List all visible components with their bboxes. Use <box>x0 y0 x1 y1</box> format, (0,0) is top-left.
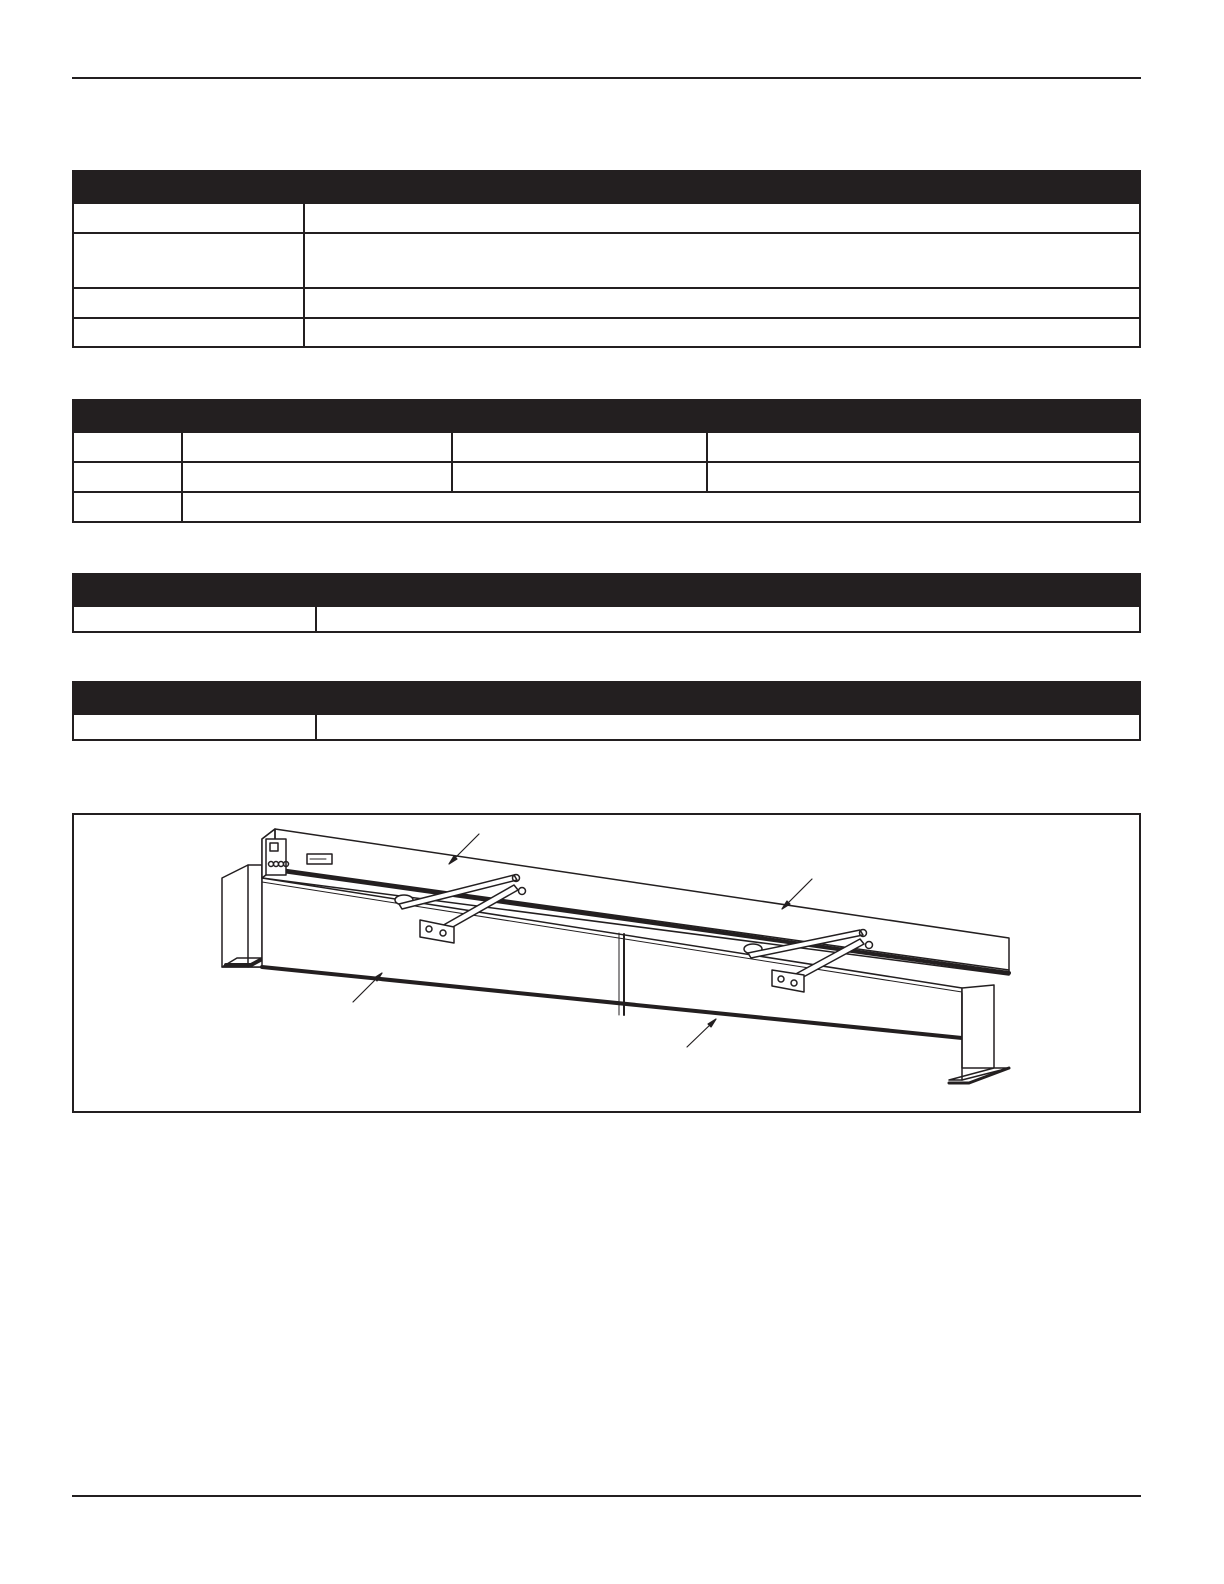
table-label-cell <box>73 492 182 522</box>
table-label-cell <box>73 462 182 492</box>
table-value-cell <box>316 606 1140 632</box>
footer-rule <box>72 1495 1141 1497</box>
table-row <box>73 492 1140 522</box>
table-header-cell <box>73 400 182 432</box>
table-row <box>73 203 1140 233</box>
table-value-cell <box>452 432 707 462</box>
table-header-row <box>73 574 1140 606</box>
table-row <box>73 233 1140 288</box>
table-label-cell <box>73 203 304 233</box>
table-header-row <box>73 682 1140 714</box>
brand-logo-badge-icon <box>307 854 332 864</box>
spec-table-1 <box>72 170 1141 348</box>
table-label-cell <box>73 606 316 632</box>
table-label-cell <box>73 714 316 740</box>
table-value-cell <box>182 432 452 462</box>
table-value-cell <box>452 462 707 492</box>
table-header-cell <box>73 682 316 714</box>
table-header-cell <box>304 171 1140 203</box>
table-label-cell <box>73 432 182 462</box>
table-header-cell <box>73 574 316 606</box>
table-row <box>73 432 1140 462</box>
table-row <box>73 462 1140 492</box>
table-row <box>73 318 1140 347</box>
table-value-cell <box>707 462 1140 492</box>
table-value-cell <box>316 714 1140 740</box>
table-row <box>73 288 1140 318</box>
table-header-cell <box>707 400 1140 432</box>
table-header-cell <box>316 574 1140 606</box>
spec-table-4 <box>72 681 1141 741</box>
table-header-cell <box>182 400 452 432</box>
control-panel-buttons-icon <box>266 839 289 875</box>
table-value-cell <box>304 318 1140 347</box>
table-label-cell <box>73 288 304 318</box>
table-value-cell <box>304 203 1140 233</box>
table-value-cell <box>182 492 1140 522</box>
table-value-cell <box>707 432 1140 462</box>
operator-line-drawing <box>74 815 1139 1111</box>
table-row <box>73 606 1140 632</box>
spec-table-2 <box>72 399 1141 523</box>
table-label-cell <box>73 233 304 288</box>
table-header-row <box>73 400 1140 432</box>
table-value-cell <box>182 462 452 492</box>
header-rule <box>72 77 1141 79</box>
table-row <box>73 714 1140 740</box>
table-header-cell <box>452 400 707 432</box>
spec-table-3 <box>72 573 1141 633</box>
operator-figure <box>72 813 1141 1113</box>
table-label-cell <box>73 318 304 347</box>
table-header-cell <box>73 171 304 203</box>
table-header-row <box>73 171 1140 203</box>
table-value-cell <box>304 288 1140 318</box>
table-header-cell <box>316 682 1140 714</box>
table-value-cell <box>304 233 1140 288</box>
